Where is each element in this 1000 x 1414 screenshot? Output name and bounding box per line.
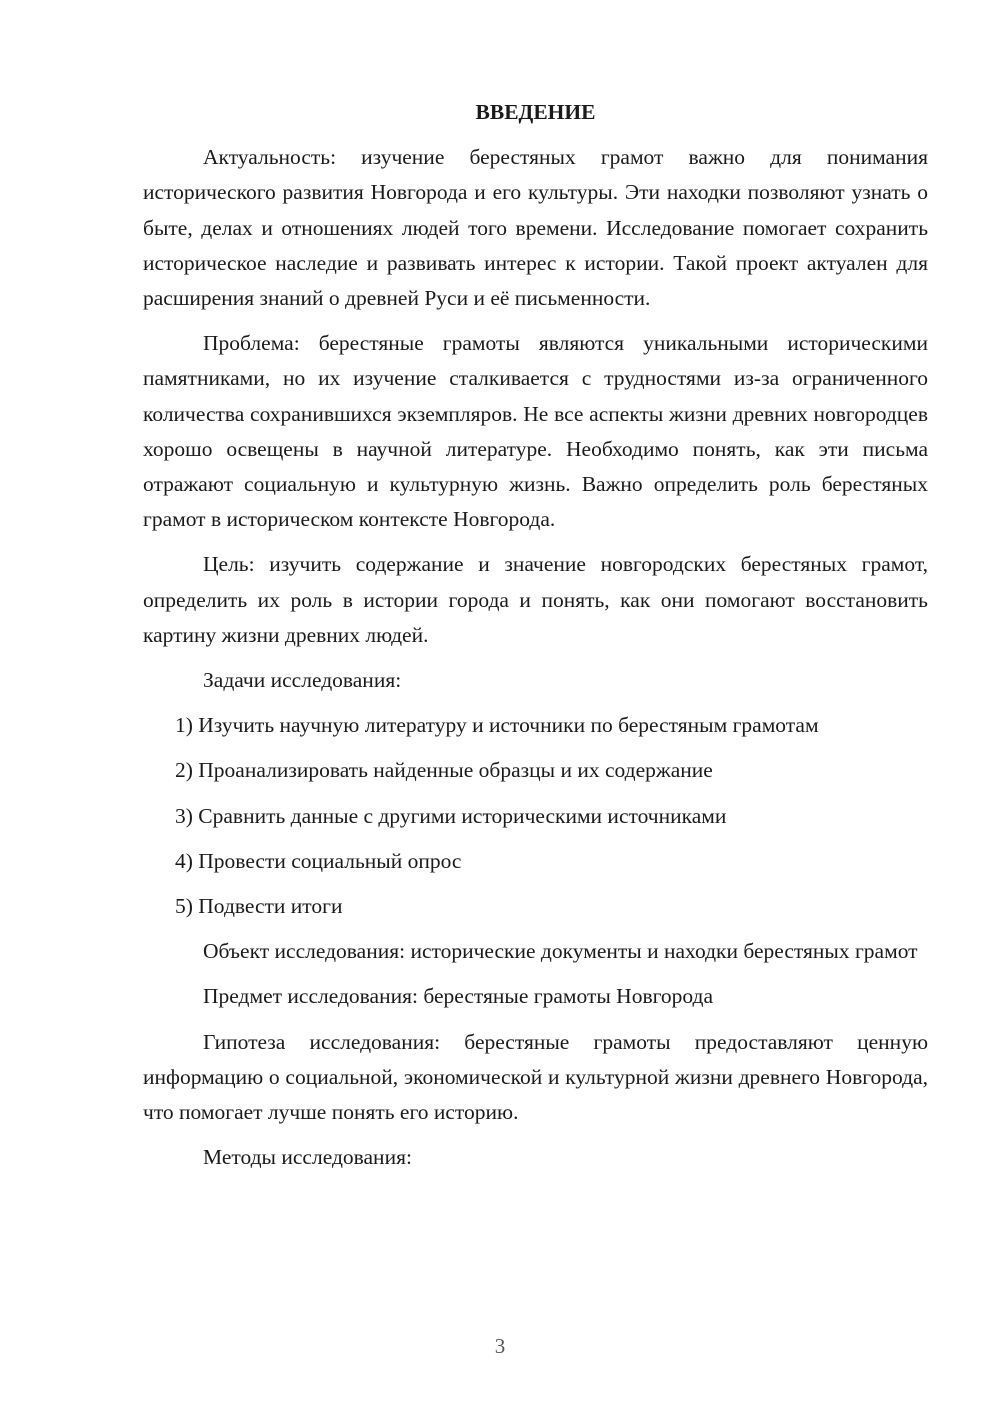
list-item: 3) Сравнить данные с другими историческими источниками	[175, 803, 727, 828]
methods-heading: Методы исследования:	[203, 1145, 412, 1170]
list-item: 2) Проанализировать найденные образцы и их содержание	[175, 758, 713, 783]
list-item: 5) Подвести итоги	[175, 894, 343, 919]
hypothesis-paragraph: Гипотеза исследования: берестяные грамоты предоставляют ценную информацию о социальной, экономической и культурной жизни древнего Новгорода, что помогает лучше понять его историю.	[143, 1029, 928, 1125]
object-paragraph: Объект исследования: исторические документы и находки берестяных грамот	[203, 939, 918, 964]
document-page	[143, 95, 928, 1185]
page-title: ВВЕДЕНИЕ	[475, 100, 596, 124]
list-item: 1) Изучить научную литературу и источники по берестяным грамотам	[175, 713, 819, 738]
relevance-paragraph: Актуальность: изучение берестяных грамот важно для понимания исторического развития Новгорода и его культуры. Эти находки позволяют узнать о быте, делах и отношениях людей того времени. Исследование помогает сохранить историческое наследие и развивать интерес к истории. Такой проект актуален для расширения знаний о древней Руси и её письменности.	[143, 145, 928, 311]
problem-paragraph: Проблема: берестяные грамоты являются уникальными историческими памятниками, но их изучение сталкивается с трудностями из-за ограниченного количества сохранившихся экземпляров. Не все аспекты жизни древних новгородцев хорошо освещены в научной литературе. Необходимо понять, как эти письма отражают социальную и культурную жизнь. Важно определить роль берестяных грамот в историческом контексте Новгорода.	[143, 331, 928, 532]
list-item: 4) Провести социальный опрос	[175, 848, 462, 873]
goal-paragraph: Цель: изучить содержание и значение новгородских берестяных грамот, определить их роль в истории города и понять, как они помогают восстановить картину жизни древних людей.	[143, 552, 928, 647]
subject-paragraph: Предмет исследования: берестяные грамоты Новгорода	[203, 984, 713, 1009]
tasks-heading: Задачи исследования:	[203, 668, 402, 693]
page-number: 3	[494, 1334, 506, 1358]
